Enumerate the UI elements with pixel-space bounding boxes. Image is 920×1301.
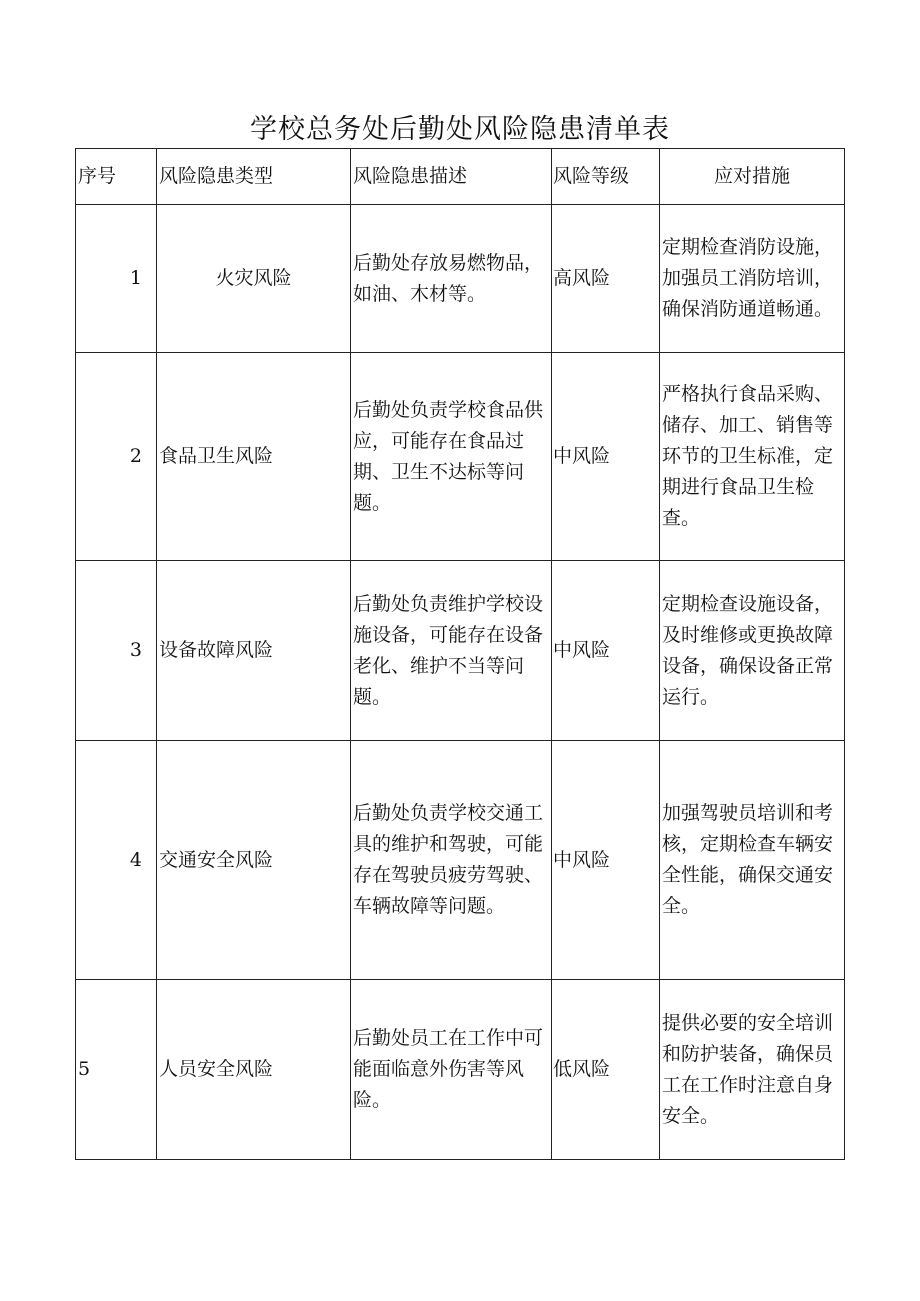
- cell-type: 火灾风险: [157, 205, 351, 353]
- cell-measure: 加强驾驶员培训和考核，定期检查车辆安全性能，确保交通安全。: [660, 741, 845, 980]
- cell-measure: 提供必要的安全培训和防护装备，确保员工在工作时注意自身安全。: [660, 980, 845, 1160]
- cell-measure: 定期检查设施设备，及时维修或更换故障设备，确保设备正常运行。: [660, 561, 845, 741]
- cell-level: 低风险: [552, 980, 660, 1160]
- cell-desc: 后勤处负责学校食品供应，可能存在食品过期、卫生不达标等问题。: [351, 353, 552, 561]
- cell-type: 食品卫生风险: [157, 353, 351, 561]
- cell-no: 3: [76, 561, 157, 741]
- table-row: [76, 561, 845, 741]
- cell-no: 2: [76, 353, 157, 561]
- cell-no: 5: [76, 980, 157, 1160]
- cell-level: 高风险: [552, 205, 660, 353]
- cell-no: 1: [76, 205, 157, 353]
- cell-type: 人员安全风险: [157, 980, 351, 1160]
- cell-level: 中风险: [552, 741, 660, 980]
- cell-desc: 后勤处负责学校交通工具的维护和驾驶，可能存在驾驶员疲劳驾驶、车辆故障等问题。: [351, 741, 552, 980]
- cell-level: 中风险: [552, 561, 660, 741]
- cell-level: 中风险: [552, 353, 660, 561]
- table-row: [76, 980, 845, 1160]
- cell-type: 设备故障风险: [157, 561, 351, 741]
- cell-no: 4: [76, 741, 157, 980]
- header-measure: 应对措施: [660, 149, 845, 205]
- cell-measure: 定期检查消防设施，加强员工消防培训，确保消防通道畅通。: [660, 205, 845, 353]
- cell-type: 交通安全风险: [157, 741, 351, 980]
- table-row: [76, 353, 845, 561]
- table-row: [76, 205, 845, 353]
- header-no: 序号: [76, 149, 157, 205]
- table-header-row: [76, 149, 845, 205]
- cell-desc: 后勤处员工在工作中可能面临意外伤害等风险。: [351, 980, 552, 1160]
- header-level: 风险等级: [552, 149, 660, 205]
- cell-desc: 后勤处存放易燃物品，如油、木材等。: [351, 205, 552, 353]
- header-desc: 风险隐患描述: [351, 149, 552, 205]
- header-type: 风险隐患类型: [157, 149, 351, 205]
- cell-measure: 严格执行食品采购、储存、加工、销售等环节的卫生标准，定期进行食品卫生检查。: [660, 353, 845, 561]
- table-row: [76, 741, 845, 980]
- document-title: 学校总务处后勤处风险隐患清单表: [250, 114, 670, 145]
- cell-desc: 后勤处负责维护学校设施设备，可能存在设备老化、维护不当等问题。: [351, 561, 552, 741]
- risk-table: [75, 148, 845, 1160]
